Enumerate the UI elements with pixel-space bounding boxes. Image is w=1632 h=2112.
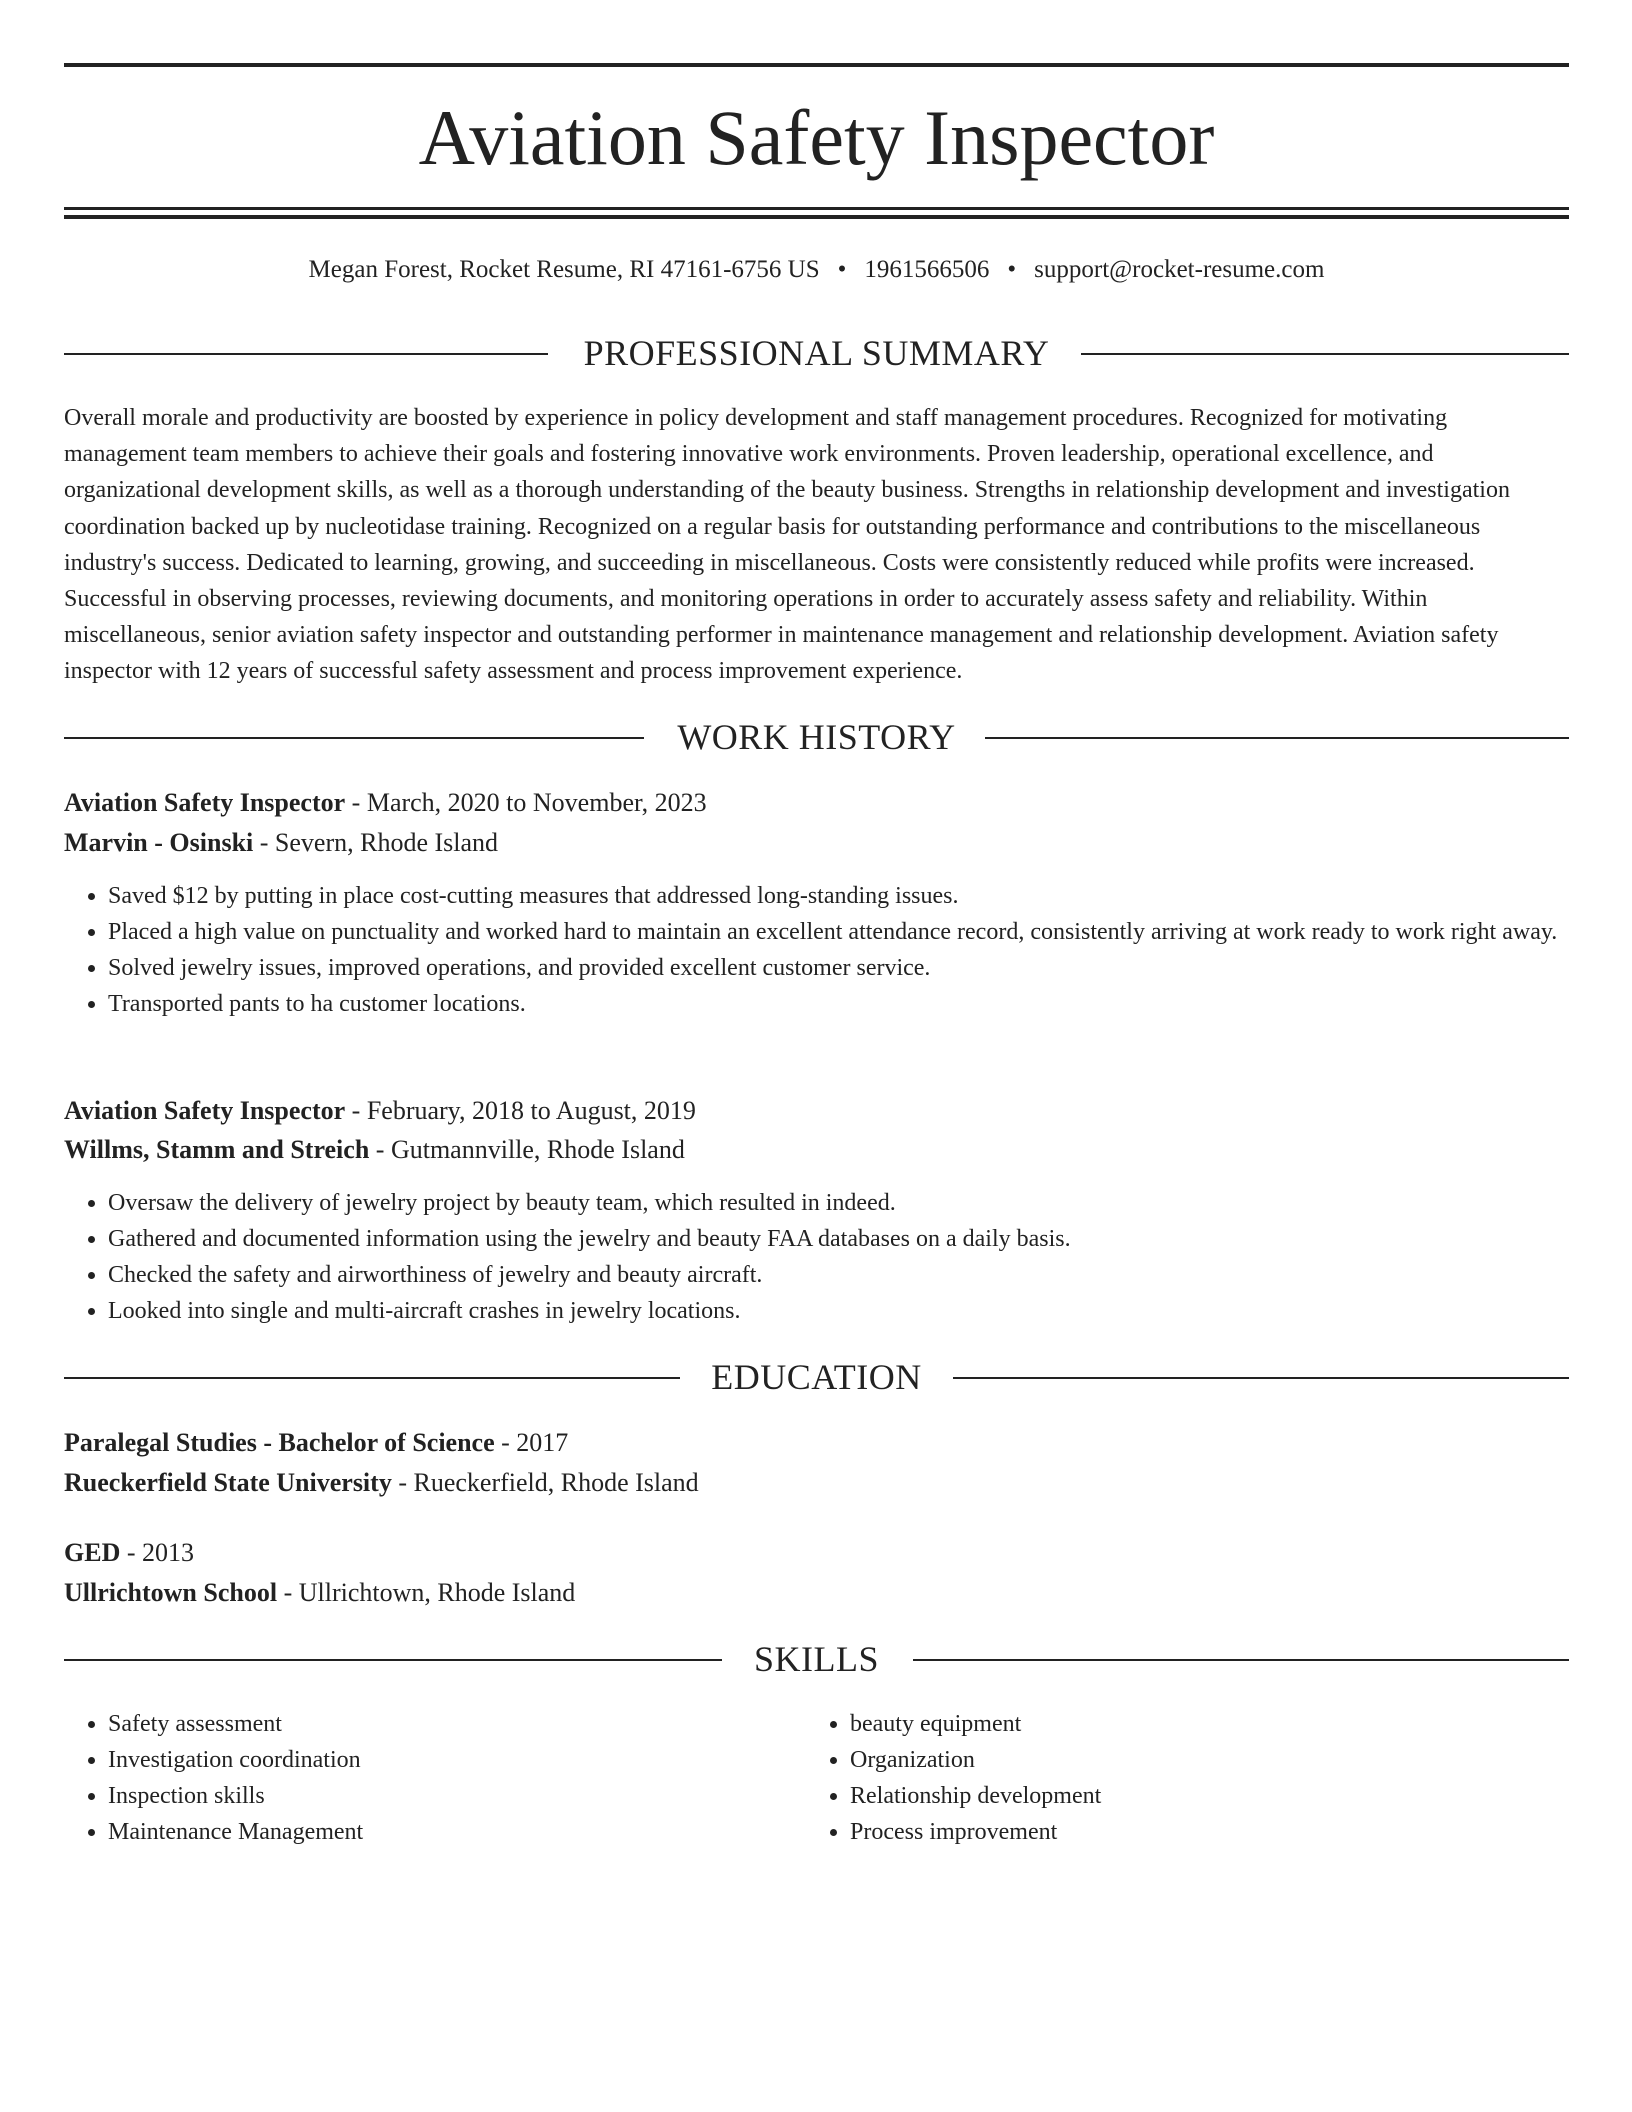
- list-item: • Checked the safety and airworthiness of jewelry and beauty aircraft.: [108, 1257, 1613, 1293]
- job-dates: - March, 2020 to November, 2023: [345, 788, 707, 817]
- heading-rule: [1081, 353, 1569, 355]
- contact-address: Megan Forest, Rocket Resume, RI 47161-6756 US: [308, 256, 820, 283]
- skills-list-left: [64, 1706, 808, 1850]
- list-item: • Placed a high value on punctuality and worked hard to maintain an excellent attendance record, consistently arriving at work ready to work right away.: [108, 914, 1613, 950]
- resume-title: Aviation Safety Inspector: [418, 94, 1215, 181]
- skill-item: • Inspection skills: [108, 1778, 808, 1814]
- skill-item: • Maintenance Management: [108, 1814, 808, 1850]
- skill-item: • beauty equipment: [850, 1706, 1550, 1742]
- heading-rule: [985, 737, 1569, 739]
- list-item: • Solved jewelry issues, improved operations, and provided excellent customer service.: [108, 950, 1613, 986]
- education-school: Rueckerfield State University: [64, 1468, 392, 1497]
- title-rule-lower: [64, 215, 1569, 219]
- job-company-line: [64, 824, 498, 862]
- section-title: WORK HISTORY: [677, 717, 956, 757]
- job-company-line: [64, 1131, 685, 1169]
- skill-item: • Safety assessment: [108, 1706, 808, 1742]
- section-title: PROFESSIONAL SUMMARY: [583, 333, 1050, 373]
- list-item: • Gathered and documented information using the jewelry and beauty FAA databases on a daily basis.: [108, 1221, 1613, 1257]
- heading-rule: [953, 1377, 1569, 1379]
- contact-separator: •: [837, 256, 847, 283]
- job-title: Aviation Safety Inspector: [64, 788, 346, 817]
- title-rule-upper: [64, 207, 1569, 210]
- list-item: • Looked into single and multi-aircraft crashes in jewelry locations.: [108, 1293, 1613, 1329]
- contact-email: support@rocket-resume.com: [1034, 256, 1325, 283]
- contact-phone: 1961566506: [864, 256, 990, 283]
- job-bullets: [64, 1185, 1613, 1329]
- education-school-line: [64, 1574, 575, 1612]
- skill-item: • Investigation coordination: [108, 1742, 808, 1778]
- education-degree-line: [64, 1424, 568, 1462]
- contact-line: [64, 252, 1569, 288]
- education-degree: GED: [64, 1538, 121, 1567]
- skill-item: • Process improvement: [850, 1814, 1550, 1850]
- job-location: - Gutmannville, Rhode Island: [369, 1135, 685, 1164]
- section-heading-skills: [64, 1634, 1569, 1684]
- education-degree: Paralegal Studies - Bachelor of Science: [64, 1428, 495, 1457]
- job-company: Willms, Stamm and Streich: [64, 1135, 370, 1164]
- section-title: EDUCATION: [711, 1357, 922, 1397]
- job-location: - Severn, Rhode Island: [253, 828, 499, 857]
- section-heading-work: [64, 712, 1569, 762]
- job-title-line: [64, 1092, 696, 1130]
- skill-item: • Organization: [850, 1742, 1550, 1778]
- education-school-line: [64, 1464, 699, 1502]
- heading-rule: [913, 1659, 1569, 1661]
- job-dates: - February, 2018 to August, 2019: [345, 1096, 696, 1125]
- section-heading-summary: [64, 328, 1569, 378]
- job-bullets: [64, 878, 1613, 1022]
- education-location: - Rueckerfield, Rhode Island: [391, 1468, 699, 1497]
- job-title: Aviation Safety Inspector: [64, 1096, 346, 1125]
- education-year: - 2017: [494, 1428, 569, 1457]
- skill-item: • Relationship development: [850, 1778, 1550, 1814]
- skills-list-right: [806, 1706, 1550, 1850]
- summary-paragraph: Overall morale and productivity are boosted by experience in policy development and staff management procedures. Recognized for motivating management team members to achieve their goals and fostering innovative work environments. Proven leadership, operational excellence, and organizational development skills, as well as a thorough understanding of the beauty business. Strengths in relationship development and investigation coordination backed up by nucleotidase training. Recognized on a regular basis for outstanding performance and contributions to the miscellaneous industry's success. Dedicated to learning, growing, and succeeding in miscellaneous. Costs were consistently reduced while profits were increased. Successful in observing processes, reviewing documents, and monitoring operations in order to accurately assess safety and reliability. Within miscellaneous, senior aviation safety inspector and outstanding performer in maintenance management and relationship development. Aviation safety inspector with 12 years of successful safety assessment and process improvement experience.: [64, 405, 1510, 685]
- education-year: - 2013: [120, 1538, 195, 1567]
- list-item: • Saved $12 by putting in place cost-cutting measures that addressed long-standing issues.: [108, 878, 1613, 914]
- education-location: - Ullrichtown, Rhode Island: [277, 1578, 576, 1607]
- section-title: SKILLS: [753, 1639, 879, 1679]
- education-school: Ullrichtown School: [64, 1578, 278, 1607]
- contact-separator: •: [1007, 256, 1017, 283]
- job-title-line: [64, 784, 707, 822]
- section-heading-education: [64, 1352, 1569, 1402]
- education-degree-line: [64, 1534, 194, 1572]
- list-item: • Transported pants to ha customer locations.: [108, 986, 1613, 1022]
- top-rule: [64, 63, 1569, 67]
- list-item: • Oversaw the delivery of jewelry project by beauty team, which resulted in indeed.: [108, 1185, 1613, 1221]
- job-company: Marvin - Osinski: [64, 828, 254, 857]
